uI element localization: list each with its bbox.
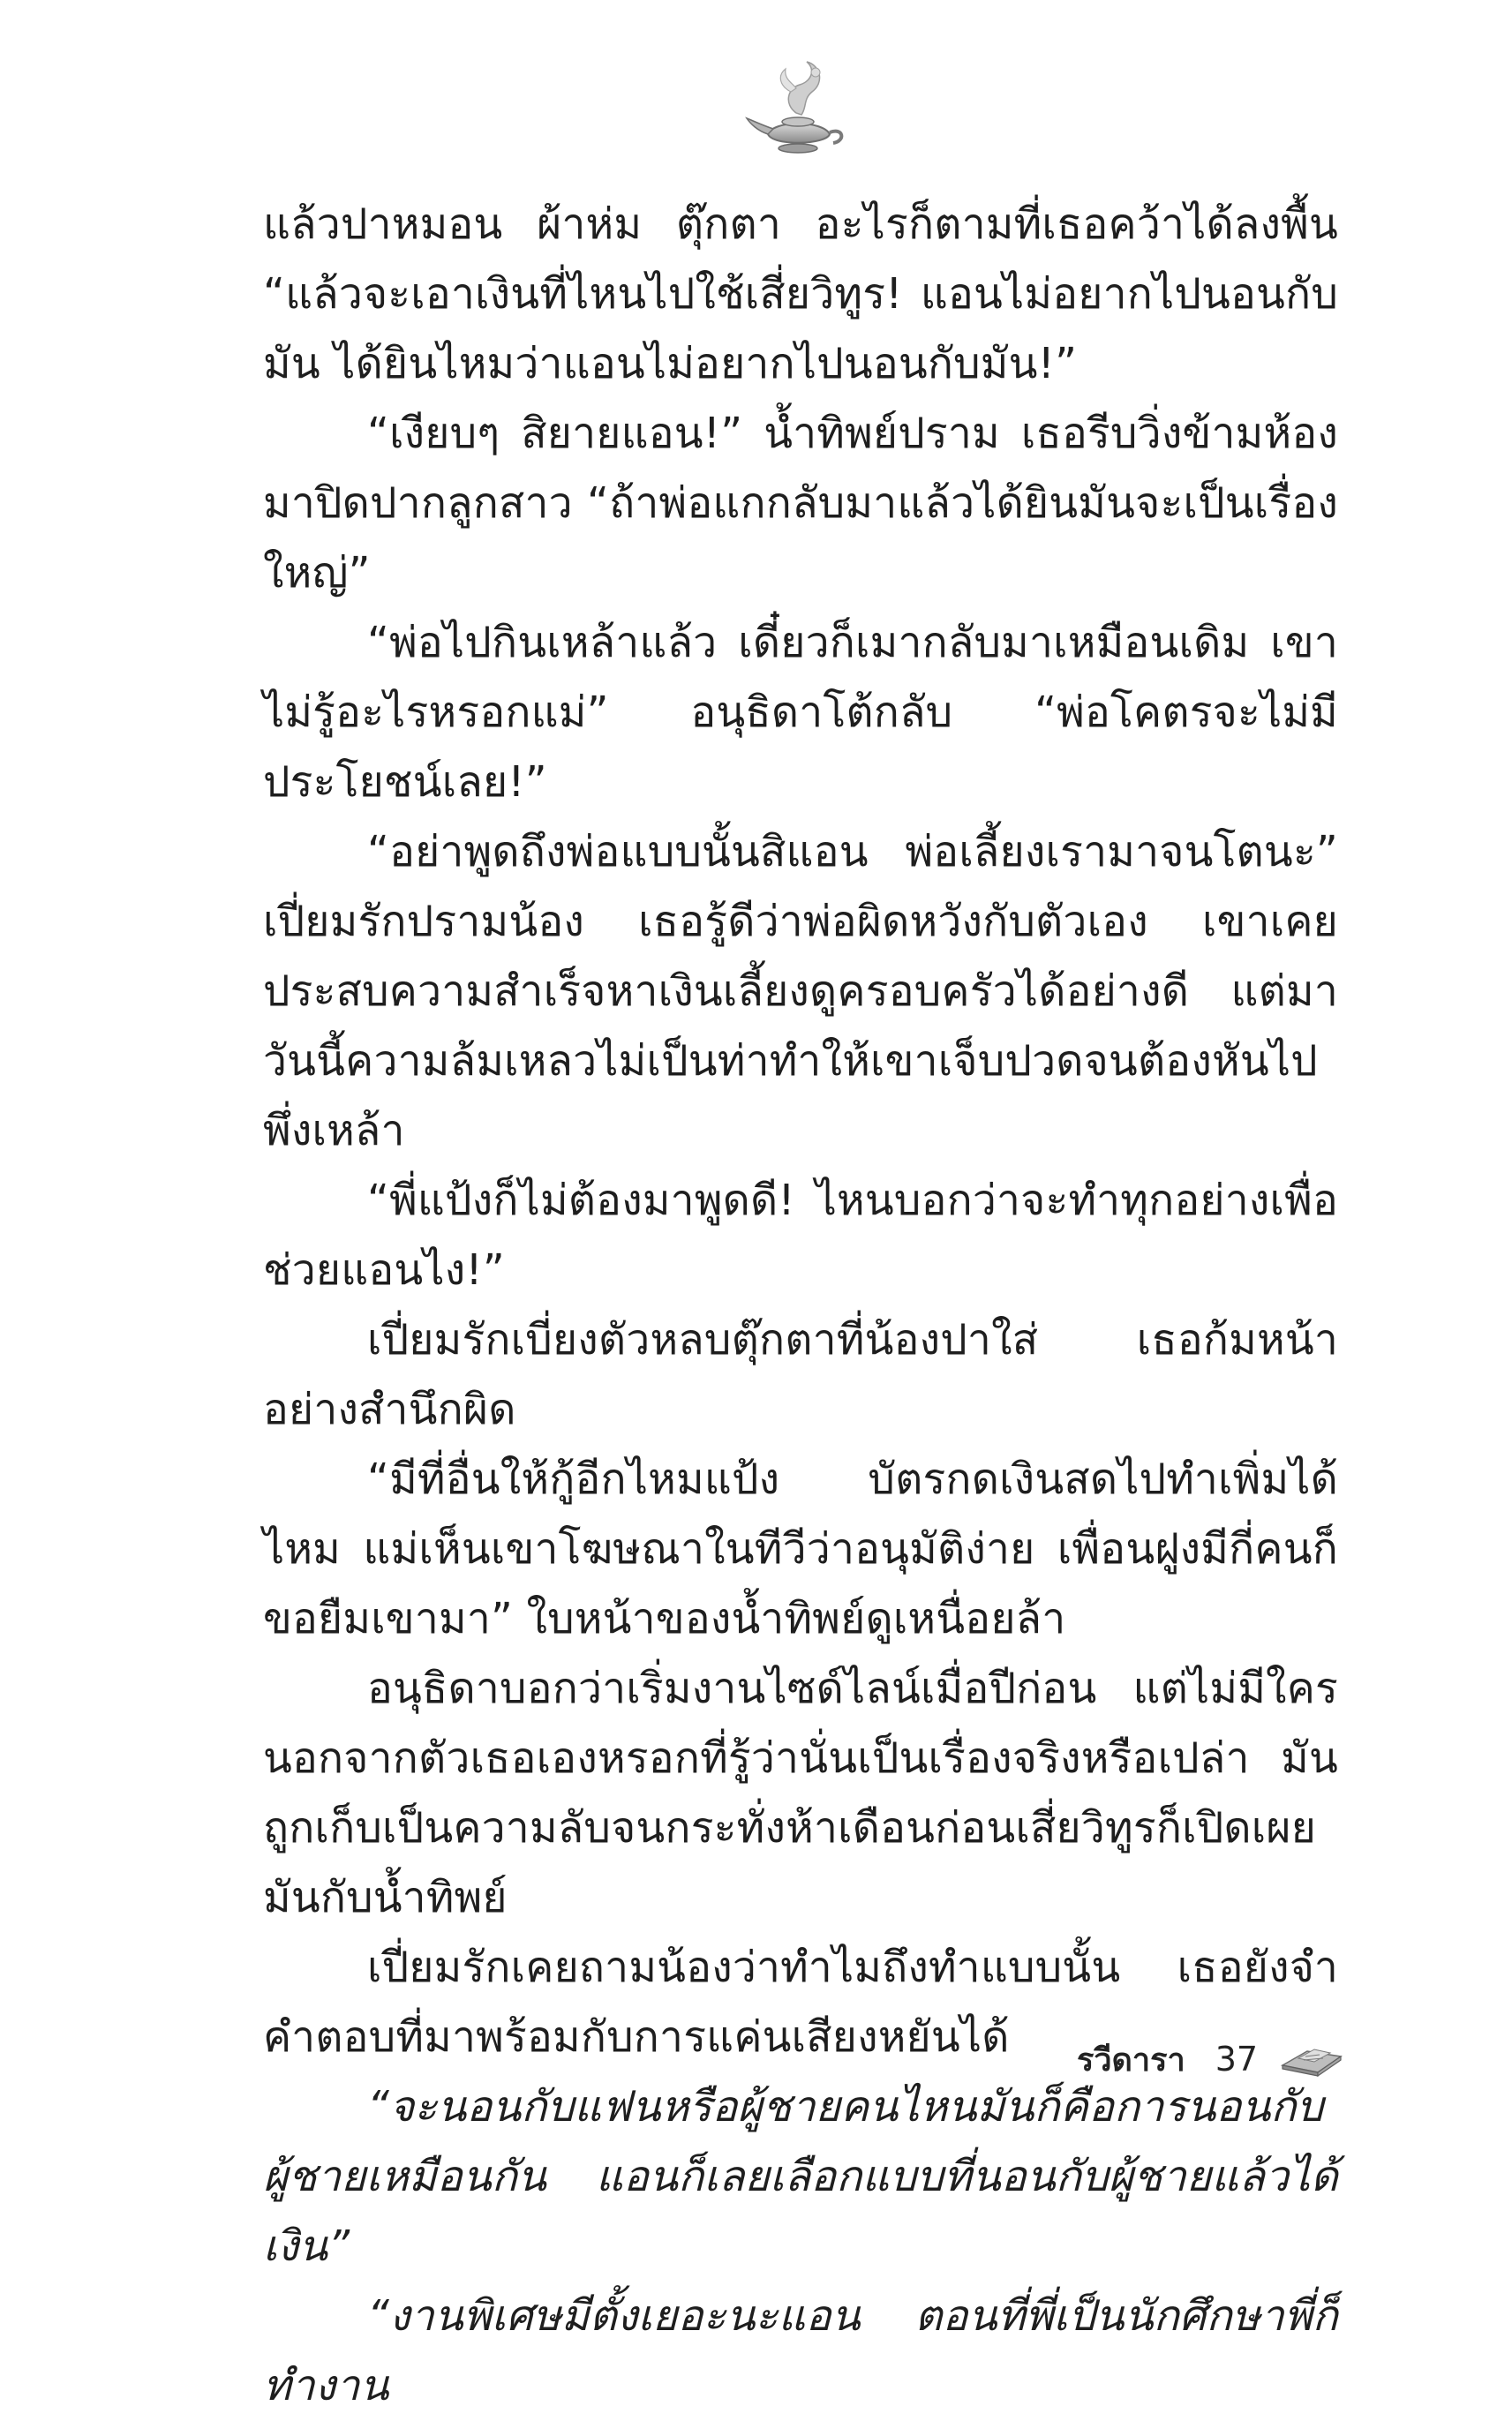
paragraph: เปี่ยมรักเคยถามน้องว่าทำไมถึงทำแบบนั้น เธอยังจำคำตอบที่มาพร้อมกับการแค่นเสียงหยันได้ (263, 1943, 1338, 2062)
paragraph: เปี่ยมรักเบี่ยงตัวหลบตุ๊กตาที่น้องปาใส่ เธอก้มหน้าอย่างสำนึกผิด (263, 1315, 1338, 1434)
book-ornament-icon (1279, 2041, 1344, 2078)
page-footer (1077, 2028, 1344, 2090)
page-number: 37 (1215, 2040, 1259, 2079)
book-title: รวีดารา (1077, 2041, 1185, 2079)
paragraph: แล้วปาหมอน ผ้าห่ม ตุ๊กตา อะไรก็ตามที่เธอคว้าได้ลงพื้น “แล้วจะเอาเงินที่ไหนไปใช้เสี่ยวิทูร! แอนไม่อยากไปนอนกับมัน ได้ยินไหมว่าแอนไม่อยากไปนอนกับมัน!” (263, 199, 1338, 388)
paragraph: “พ่อไปกินเหล้าแล้ว เดี๋ยวก็เมากลับมาเหมือนเดิม เขาไม่รู้อะไรหรอกแม่” อนุธิดาโต้กลับ “พ่อโคตรจะไม่มีประโยชน์เลย!” (263, 618, 1338, 807)
paragraph: “อย่าพูดถึงพ่อแบบนั้นสิแอน พ่อเลี้ยงเรามาจนโตนะ” เปี่ยมรักปรามน้อง เธอรู้ดีว่าพ่อผิดหวังกับตัวเอง เขาเคยประสบความสำเร็จหาเงินเลี้ยงดูครอบครัวได้อย่างดี แต่มาวันนี้ความล้มเหลวไม่เป็นท่าทำให้เขาเจ็บปวดจนต้องหันไปพึ่งเหล้า (263, 827, 1338, 1155)
paragraph: “มีที่อื่นให้กู้อีกไหมแป้ง บัตรกดเงินสดไปทำเพิ่มได้ไหม แม่เห็นเขาโฆษณาในทีวีว่าอนุมัติง่าย เพื่อนฝูงมีกี่คนก็ขอยืมเขามา” ใบหน้าของน้ำทิพย์ดูเหนื่อยล้า (263, 1455, 1338, 1643)
paragraph: “พี่แป้งก็ไม่ต้องมาพูดดี! ไหนบอกว่าจะทำทุกอย่างเพื่อช่วยแอนไง!” (263, 1176, 1338, 1295)
paragraph: อนุธิดาบอกว่าเริ่มงานไซด์ไลน์เมื่อปีก่อน แต่ไม่มีใครนอกจากตัวเธอเองหรอกที่รู้ว่านั่นเป็นเรื่องจริงหรือเปล่า มันถูกเก็บเป็นความลับจนกระทั่งห้าเดือนก่อนเสี่ยวิทูรก็เปิดเผยมันกับน้ำทิพย์ (263, 1664, 1338, 1922)
italic-quote-paragraph: “งานพิเศษมีตั้งเยอะนะแอน ตอนที่พี่เป็นนักศึกษาพี่ก็ทำงาน (263, 2291, 1338, 2410)
italic-quote-paragraph: “จะนอนกับแฟนหรือผู้ชายคนไหนมันก็คือการนอนกับผู้ชายเหมือนกัน แอนก็เลยเลือกแบบที่นอนกับผู้ชายแล้วได้เงิน” (263, 2082, 1338, 2271)
paragraph: “เงียบๆ สิยายแอน!” น้ำทิพย์ปราม เธอรีบวิ่งข้ามห้องมาปิดปากลูกสาว “ถ้าพ่อแกกลับมาแล้วได้ยินมันจะเป็นเรื่องใหญ่” (263, 409, 1338, 598)
magic-lamp-icon (741, 53, 856, 168)
